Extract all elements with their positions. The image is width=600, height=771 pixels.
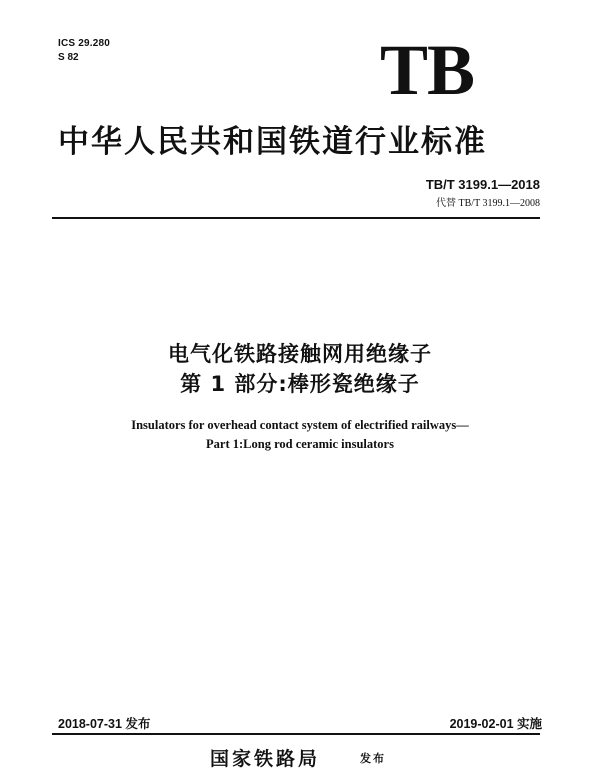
english-title-line-2: Part 1:Long rod ceramic insulators	[206, 437, 394, 451]
tb-logo: TB	[380, 30, 475, 110]
issue-date: 2018-07-31 发布	[58, 717, 151, 731]
header-divider	[52, 217, 540, 219]
ccs-code: S 82	[58, 52, 79, 63]
chinese-title-line-2: 第 1 部分:棒形瓷绝缘子	[180, 372, 420, 396]
replaces-standard: 代替 TB/T 3199.1—2008	[436, 198, 540, 209]
implementation-date: 2019-02-01 实施	[449, 717, 542, 731]
ics-code: ICS 29.280	[58, 38, 111, 49]
publisher-name: 国家铁路局	[210, 748, 321, 770]
footer-divider	[52, 733, 540, 735]
standard-number: TB/T 3199.1—2018	[425, 177, 540, 192]
standard-category-title: 中华人民共和国铁道行业标准	[58, 124, 487, 160]
chinese-title-line-1: 电气化铁路接触网用绝缘子	[168, 342, 432, 366]
english-title-line-1: Insulators for overhead contact system of electrified railways—	[131, 418, 469, 432]
publisher-suffix: 发布	[360, 752, 386, 765]
